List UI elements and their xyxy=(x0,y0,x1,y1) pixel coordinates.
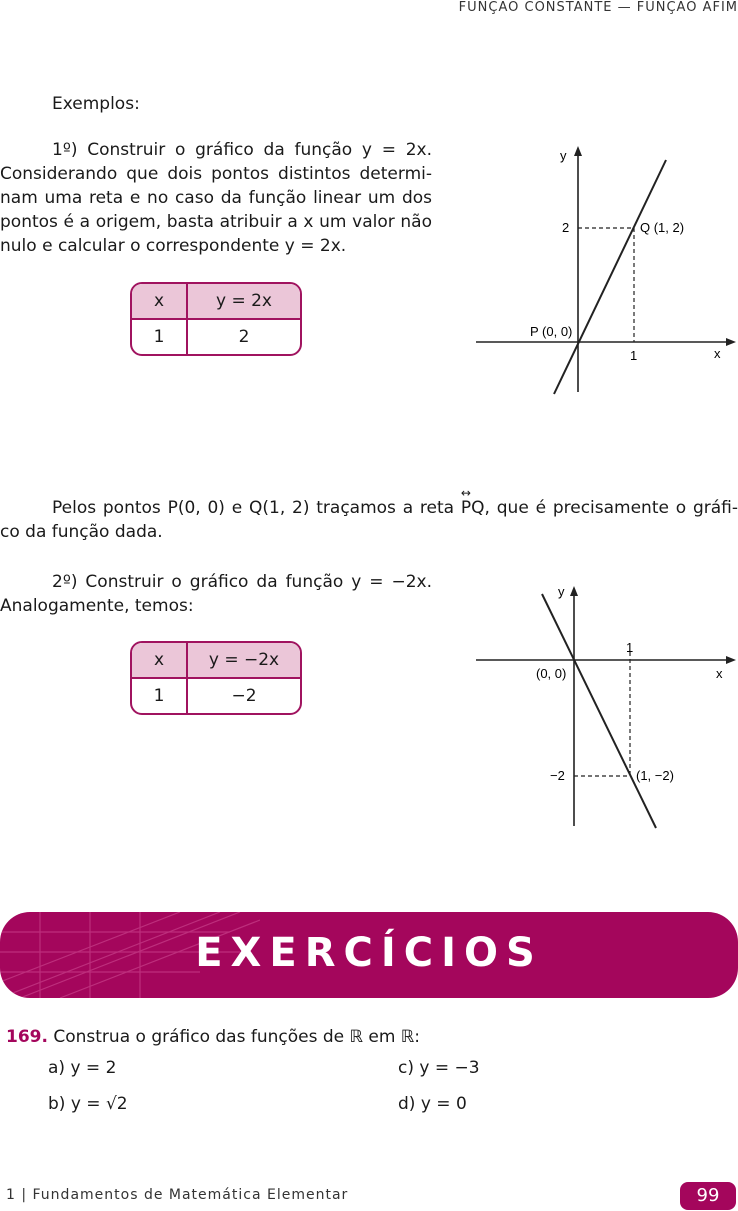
exercise-prompt-text: Construa o gráfico das funções de ℝ em ℝ: xyxy=(53,1027,420,1047)
graph2-tick-x: 1 xyxy=(626,640,634,655)
graph2-x-arrow-icon xyxy=(726,656,736,664)
running-header: FUNÇÃO CONSTANTE — FUNÇÃO AFIM xyxy=(458,0,738,15)
table2-header-y: y = −2x xyxy=(188,643,300,679)
graph-y-2x xyxy=(470,140,738,400)
table2-cell-y: −2 xyxy=(231,686,257,706)
conclusion-text-b: , que é precisamente o gráfi- xyxy=(484,498,738,518)
graph2-point-r: (1, −2) xyxy=(636,768,674,783)
footer-text: 1 | Fundamentos de Matemática Elementar xyxy=(6,1187,349,1203)
graph2-line xyxy=(542,594,656,828)
conclusion-text-a: Pelos pontos P(0, 0) e Q(1, 2) traçamos a reta xyxy=(52,498,461,518)
example1-paragraph xyxy=(0,138,432,258)
example2-line1: 2º) Construir o gráfico da função y = −2x. xyxy=(52,572,432,592)
exercise-number: 169. xyxy=(6,1027,48,1047)
exercise-item-d: d) y = 0 xyxy=(398,1094,467,1114)
value-table-2 xyxy=(130,641,302,715)
conclusion-line1 xyxy=(0,486,738,520)
table1-cell-x: 1 xyxy=(132,320,188,354)
graph1-y-label: y xyxy=(560,148,567,163)
table1-header-y: y = 2x xyxy=(188,284,300,320)
graph2-x-label: x xyxy=(716,666,723,681)
table2-header-x: x xyxy=(132,643,188,679)
graph1-point-q: Q (1, 2) xyxy=(640,220,685,235)
table1-header-x: x xyxy=(132,284,188,320)
exercise-item-a: a) y = 2 xyxy=(48,1058,117,1078)
line-pq-label: PQ xyxy=(460,498,485,518)
example2-line2: Analogamente, temos: xyxy=(0,596,194,616)
graph2-tick-y: −2 xyxy=(550,768,565,783)
double-arrow-icon: ↔ xyxy=(460,486,471,500)
example1-conclusion xyxy=(0,486,738,544)
table1-cell-y: 2 xyxy=(238,327,250,347)
exercises-banner xyxy=(0,912,738,998)
example2-paragraph xyxy=(0,570,432,618)
exercise-169-prompt xyxy=(6,1025,420,1049)
conclusion-line2: co da função dada. xyxy=(0,522,163,542)
exercise-item-b: b) y = √2 xyxy=(48,1094,128,1114)
graph1-tick-x: 1 xyxy=(630,348,638,363)
page-number-badge: 99 xyxy=(680,1182,736,1210)
graph1-x-label: x xyxy=(714,346,721,361)
exercise-item-c: c) y = −3 xyxy=(398,1058,480,1078)
graph2-y-arrow-icon xyxy=(570,586,578,596)
graph1-line xyxy=(554,160,666,394)
graph1-tick-y: 2 xyxy=(562,220,570,235)
table2-cell-x: 1 xyxy=(132,679,188,713)
graph1-y-arrow-icon xyxy=(574,146,582,156)
line-pq-notation xyxy=(460,486,485,520)
example1-line4: pontos é a origem, basta atribuir a x um valor não xyxy=(0,212,432,232)
graph2-point-origin: (0, 0) xyxy=(536,666,567,681)
graph-y-minus-2x xyxy=(470,580,738,830)
examples-heading: Exemplos: xyxy=(52,94,140,114)
example1-line1: 1º) Construir o gráfico da função y = 2x. xyxy=(52,140,432,160)
example1-line2: Considerando que dois pontos distintos determi- xyxy=(0,164,432,184)
graph1-x-arrow-icon xyxy=(726,338,736,346)
example1-line5: nulo e calcular o correspondente y = 2x. xyxy=(0,236,347,256)
exercises-title: EXERCÍCIOS xyxy=(195,930,543,976)
example1-line3: nam uma reta e no caso da função linear um dos xyxy=(0,188,432,208)
value-table-1 xyxy=(130,282,302,356)
graph2-y-label: y xyxy=(558,584,565,599)
graph1-point-p: P (0, 0) xyxy=(530,324,573,339)
